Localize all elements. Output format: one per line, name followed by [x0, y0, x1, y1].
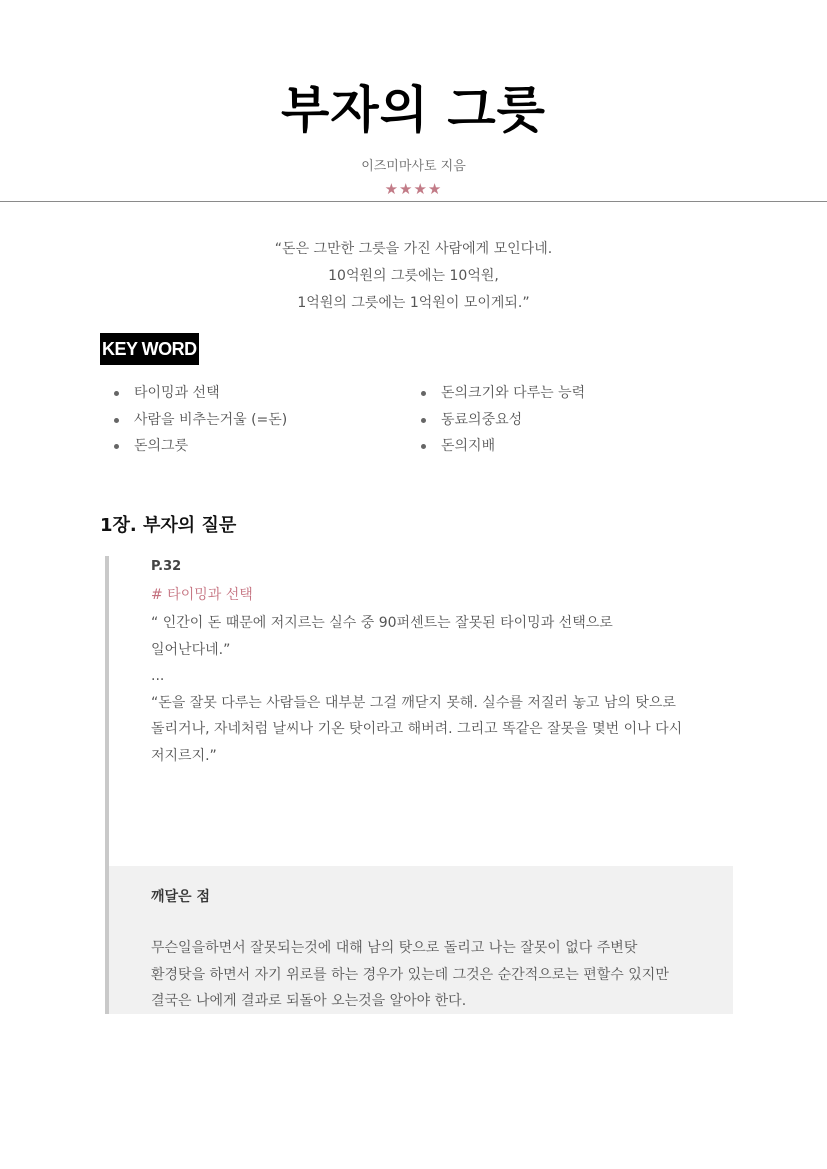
chapter-note-block: [105, 556, 733, 1014]
keyword-item: [107, 433, 287, 460]
keyword-text: 돈의지배: [441, 438, 496, 454]
quote-line: 1억원의 그릇에는 1억원이 모이게되.”: [297, 295, 530, 311]
bullet-icon: [421, 391, 426, 396]
page-reference: P.32: [151, 559, 182, 574]
bullet-icon: [114, 444, 119, 449]
chapter-heading: 1장. 부자의 질문: [100, 515, 237, 536]
featured-quote: [0, 236, 827, 317]
bullet-icon: [421, 444, 426, 449]
quote-line: 10억원의 그릇에는 10억원,: [328, 268, 499, 284]
keyword-text: 타이밍과 선택: [134, 385, 220, 401]
keyword-text: 사람을 비추는거울 (=돈): [134, 411, 288, 428]
excerpt-line: 일어난다네.”: [151, 641, 231, 658]
book-excerpt: [151, 610, 682, 769]
keyword-list-right: [414, 380, 585, 460]
excerpt-line: “ 인간이 돈 때문에 저지르는 실수 중 90퍼센트는 잘못된 타이밍과 선택으로: [151, 615, 613, 631]
realization-box: [109, 866, 733, 1014]
topic-tag: # 타이밍과 선택: [151, 587, 253, 603]
bullet-icon: [114, 418, 119, 423]
keyword-item: [107, 380, 287, 407]
excerpt-line: 저지르지.”: [151, 747, 217, 764]
book-author: 이즈미마사토 지음: [361, 159, 466, 174]
star-rating: ★★★★: [384, 180, 443, 198]
book-title: 부자의 그릇: [281, 81, 546, 139]
keyword-list-left: [107, 380, 287, 460]
keyword-label: KEY WORD: [100, 333, 199, 365]
realization-line: 환경탓을 하면서 자기 위로를 하는 경우가 있는데 그것은 순간적으로는 편할수 있지만: [151, 966, 669, 983]
keyword-item: [414, 433, 585, 460]
keyword-item: [414, 407, 585, 434]
keyword-item: [414, 380, 585, 407]
keyword-text: 동료의중요성: [441, 411, 523, 428]
realization-line: 무슨일을하면서 잘못되는것에 대해 남의 탓으로 돌리고 나는 잘못이 없다 주변탓: [151, 940, 638, 956]
realization-line: 결국은 나에게 결과로 되돌아 오는것을 알아야 한다.: [151, 993, 467, 1009]
quote-line: “돈은 그만한 그릇을 가진 사람에게 모인다네.: [274, 241, 553, 257]
keyword-text: 돈의그릇: [134, 438, 189, 454]
realization-title: 깨달은 점: [151, 889, 210, 905]
bullet-icon: [114, 391, 119, 396]
excerpt-line: ...: [151, 668, 165, 684]
keyword-item: [107, 407, 287, 434]
realization-text: [151, 935, 669, 1014]
header-divider: [0, 201, 827, 202]
excerpt-line: 돌리거나, 자네처럼 날씨나 기온 탓이라고 해버려. 그리고 똑같은 잘못을 몇번 이나 다시: [151, 721, 683, 737]
excerpt-line: “돈을 잘못 다루는 사람들은 대부분 그걸 깨닫지 못해. 실수를 저질러 놓고 남의 탓으로: [151, 694, 676, 711]
bullet-icon: [421, 418, 426, 423]
keyword-text: 돈의크기와 다루는 능력: [441, 385, 586, 401]
